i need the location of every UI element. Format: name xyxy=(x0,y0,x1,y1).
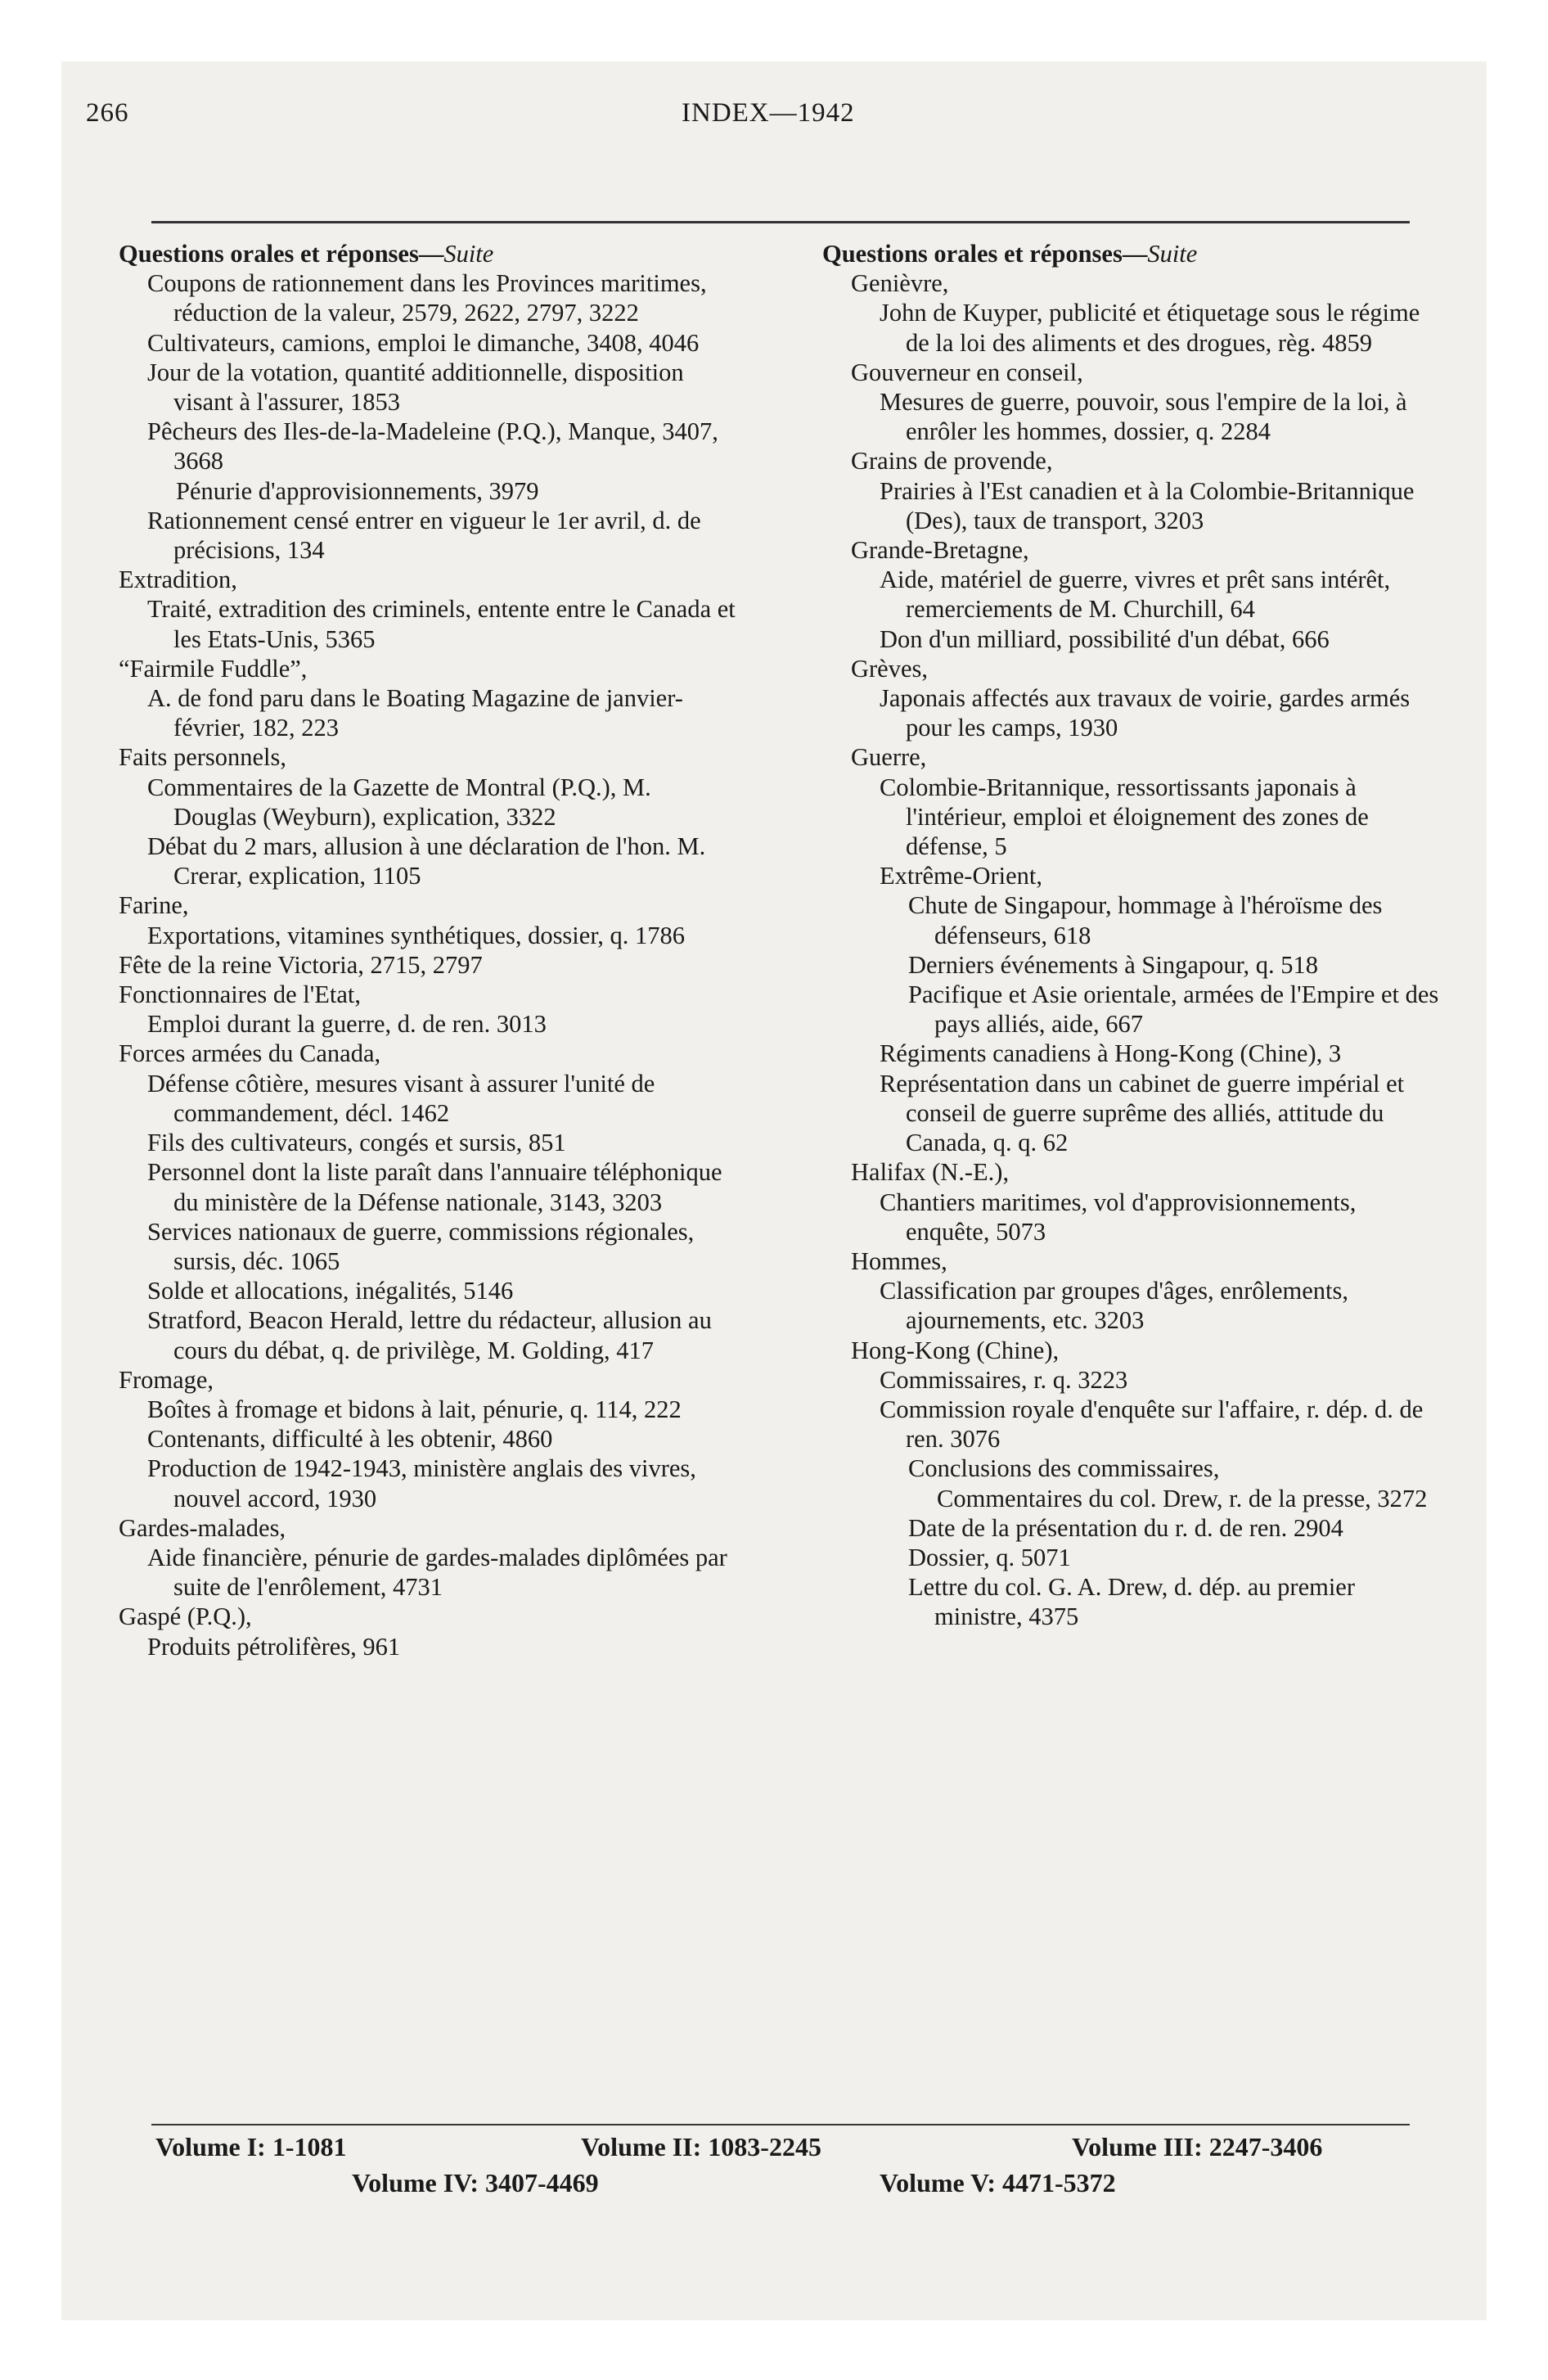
index-entry: Services nationaux de guerre, commissions régionales, sursis, déc. 1065 xyxy=(147,1217,695,1275)
index-entry: Gaspé (P.Q.), xyxy=(119,1602,252,1631)
index-entry: Grande-Bretagne, xyxy=(851,536,1029,565)
index-entry: Aide financière, pénurie de gardes-malades diplômées par suite de l'enrôlement, 4731 xyxy=(147,1543,727,1602)
index-entry: Colombie-Britannique, ressortissants japonais à l'intérieur, emploi et éloignement des zones de défense, 5 xyxy=(880,773,1369,861)
index-entry: Extradition, xyxy=(119,566,237,594)
index-entry: Lettre du col. G. A. Drew, d. dép. au premier ministre, 4375 xyxy=(908,1573,1355,1631)
index-entry: Représentation dans un cabinet de guerre impérial et conseil de guerre suprême des alliés, attitude du Canada, q. q. 62 xyxy=(880,1069,1405,1157)
index-entry: Classification par groupes d'âges, enrôlements, ajournements, etc. 3203 xyxy=(880,1277,1348,1335)
index-entry: Commissaires, r. q. 3223 xyxy=(880,1365,1128,1394)
index-entry: Commission royale d'enquête sur l'affaire, r. dép. d. de ren. 3076 xyxy=(880,1395,1424,1454)
index-entry: John de Kuyper, publicité et étiquetage sous le régime de la loi des aliments et des drogues, règ. 4859 xyxy=(880,299,1420,357)
index-entry: A. de fond paru dans le Boating Magazine de janvier-février, 182, 223 xyxy=(147,684,683,742)
index-entry: Grains de provende, xyxy=(851,447,1053,476)
index-entry: Emploi durant la guerre, d. de ren. 3013 xyxy=(147,1010,547,1039)
volume-3-range: Volume III: 2247-3406 xyxy=(1072,2132,1323,2161)
index-entry: Conclusions des commissaires, xyxy=(908,1454,1220,1483)
index-entry: Forces armées du Canada, xyxy=(119,1039,381,1068)
index-entry: Aide, matériel de guerre, vivres et prêt sans intérêt, remerciements de M. Churchill, 64 xyxy=(880,566,1391,624)
index-entry: Débat du 2 mars, allusion à une déclaration de l'hon. M. Crerar, explication, 1105 xyxy=(147,832,706,890)
section-heading: Questions orales et réponses—Suite xyxy=(119,240,494,268)
index-entry: Gouverneur en conseil, xyxy=(851,358,1083,386)
index-entry: Produits pétrolifères, 961 xyxy=(147,1632,401,1661)
index-entry: Personnel dont la liste paraît dans l'annuaire téléphonique du ministère de la Défense nationale, 3143, 3203 xyxy=(147,1158,722,1216)
index-entry: Prairies à l'Est canadien et à la Colombie-Britannique (Des), taux de transport, 3203 xyxy=(880,476,1415,534)
index-entry: Pacifique et Asie orientale, armées de l'Empire et des pays alliés, aide, 667 xyxy=(908,980,1439,1039)
index-entry: Date de la présentation du r. d. de ren. 2904 xyxy=(908,1513,1343,1542)
index-entry: Commentaires de la Gazette de Montral (P.Q.), M. Douglas (Weyburn), explication, 3322 xyxy=(147,773,651,831)
index-entry: Pêcheurs des Iles-de-la-Madeleine (P.Q.), Manque, 3407, 3668 xyxy=(147,417,718,476)
index-entry: Rationnement censé entrer en vigueur le 1er avril, d. de précisions, 134 xyxy=(147,506,701,565)
left-column xyxy=(119,239,740,1661)
index-entry: Pénurie d'approvisionnements, 3979 xyxy=(176,476,539,505)
index-entry: Fromage, xyxy=(119,1365,214,1394)
index-entry: Derniers événements à Singapour, q. 518 xyxy=(908,950,1319,979)
header-rule xyxy=(151,221,1410,223)
index-entry: Coupons de rationnement dans les Provinces maritimes, réduction de la valeur, 2579, 2622, 2797, 3222 xyxy=(147,269,707,327)
index-entry: Genièvre, xyxy=(851,269,949,298)
volume-footer xyxy=(155,2132,1432,2206)
section-heading: Questions orales et réponses—Suite xyxy=(822,240,1198,268)
index-entry: Don d'un milliard, possibilité d'un débat, 666 xyxy=(880,624,1330,653)
running-title: INDEX—1942 xyxy=(682,98,855,128)
index-entry: Commentaires du col. Drew, r. de la presse, 3272 xyxy=(937,1484,1428,1512)
index-entry: Contenants, difficulté à les obtenir, 4860 xyxy=(147,1425,553,1454)
page-number: 266 xyxy=(86,98,129,128)
page-header xyxy=(86,98,1411,147)
index-entry: Production de 1942-1943, ministère anglais des vivres, nouvel accord, 1930 xyxy=(147,1454,696,1512)
index-entry: Chantiers maritimes, vol d'approvisionnements, enquête, 5073 xyxy=(880,1188,1357,1246)
index-entry: Guerre, xyxy=(851,743,927,772)
index-entry: Japonais affectés aux travaux de voirie, gardes armés pour les camps, 1930 xyxy=(880,684,1411,742)
index-entry: Halifax (N.-E.), xyxy=(851,1158,1010,1187)
index-entry: Hommes, xyxy=(851,1246,947,1275)
index-entry: Défense côtière, mesures visant à assurer l'unité de commandement, décl. 1462 xyxy=(147,1069,655,1127)
index-entry: “Fairmile Fuddle”, xyxy=(119,654,308,683)
index-entry: Fête de la reine Victoria, 2715, 2797 xyxy=(119,950,483,979)
index-entry: Stratford, Beacon Herald, lettre du rédacteur, allusion au cours du débat, q. de privilège, M. Golding, 417 xyxy=(147,1306,712,1364)
index-entry: Mesures de guerre, pouvoir, sous l'empire de la loi, à enrôler les hommes, dossier, q. 2284 xyxy=(880,388,1407,446)
index-entry: Chute de Singapour, hommage à l'héroïsme des défenseurs, 618 xyxy=(908,891,1383,949)
volume-5-range: Volume V: 4471-5372 xyxy=(880,2168,1116,2197)
index-entry: Boîtes à fromage et bidons à lait, pénurie, q. 114, 222 xyxy=(147,1395,682,1423)
right-column xyxy=(822,239,1444,1632)
index-entry: Régiments canadiens à Hong-Kong (Chine), 3 xyxy=(880,1039,1342,1068)
index-entry: Exportations, vitamines synthétiques, dossier, q. 1786 xyxy=(147,921,686,949)
index-entry: Fonctionnaires de l'Etat, xyxy=(119,980,362,1009)
index-entry: Solde et allocations, inégalités, 5146 xyxy=(147,1277,514,1305)
volume-1-range: Volume I: 1-1081 xyxy=(155,2132,347,2161)
footer-rule xyxy=(151,2124,1410,2125)
index-entry: Gardes-malades, xyxy=(119,1513,286,1542)
index-entry: Dossier, q. 5071 xyxy=(908,1543,1071,1571)
index-entry: Faits personnels, xyxy=(119,743,287,772)
index-entry: Farine, xyxy=(119,891,189,920)
index-entry: Fils des cultivateurs, congés et sursis, 851 xyxy=(147,1129,566,1157)
volume-2-range: Volume II: 1083-2245 xyxy=(581,2132,821,2161)
index-entry: Traité, extradition des criminels, entente entre le Canada et les Etats-Unis, 5365 xyxy=(147,595,736,653)
index-entry: Cultivateurs, camions, emploi le dimanche, 3408, 4046 xyxy=(147,328,700,357)
index-entry: Extrême-Orient, xyxy=(880,862,1043,890)
index-entry: Hong-Kong (Chine), xyxy=(851,1336,1060,1364)
volume-4-range: Volume IV: 3407-4469 xyxy=(352,2168,599,2197)
index-entry: Grèves, xyxy=(851,654,929,683)
index-entry: Jour de la votation, quantité additionnelle, disposition visant à l'assurer, 1853 xyxy=(147,358,684,417)
